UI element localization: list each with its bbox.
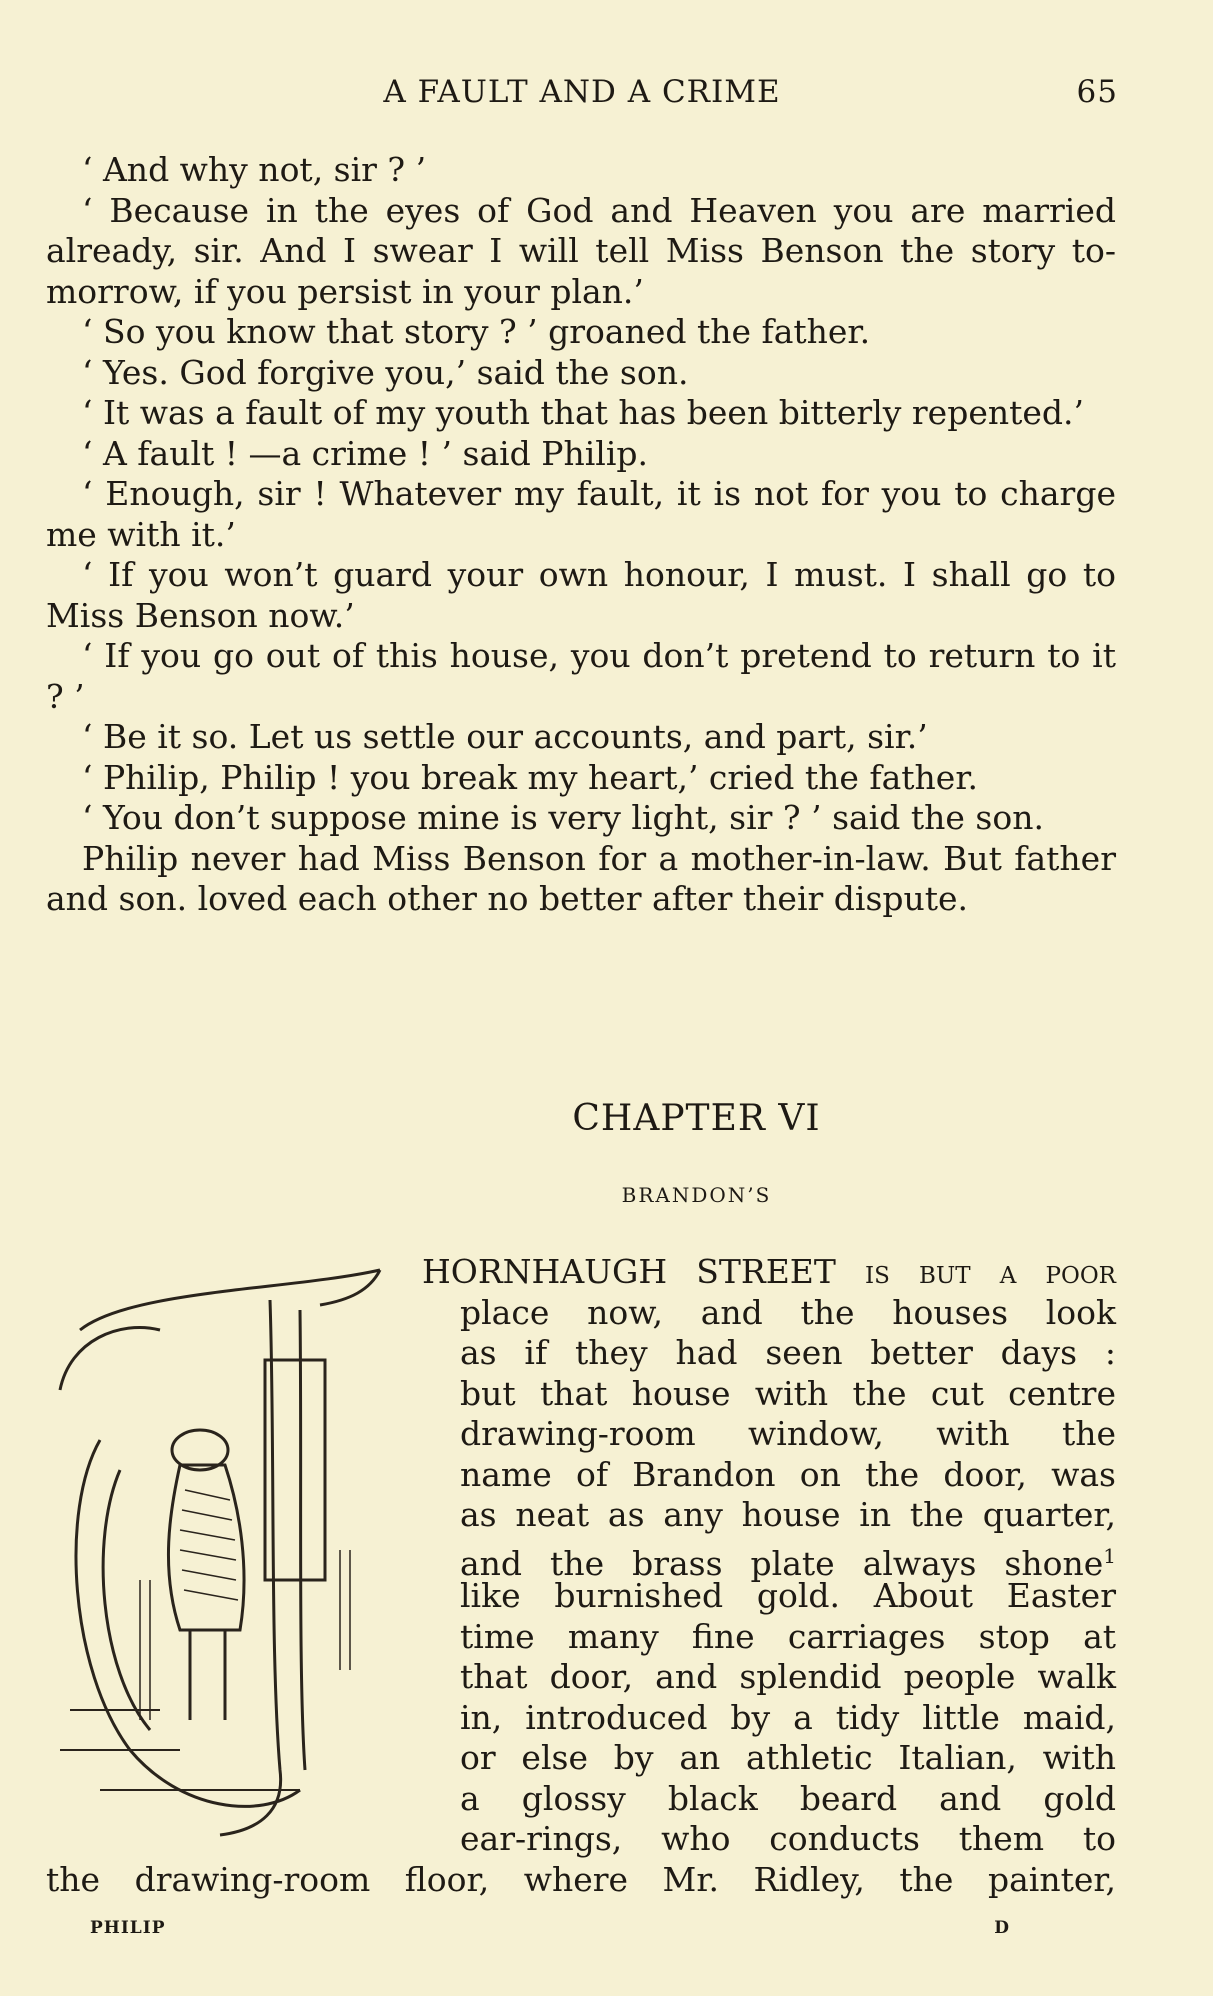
paragraph: ‘ So you know that story ? ’ groaned the father.: [82, 312, 871, 351]
text-line: place now, and the houses look: [460, 1292, 1116, 1332]
chapter-heading: CHAPTER VI: [572, 1098, 821, 1139]
text-line: but that house with the cut centre: [460, 1373, 1116, 1413]
signature-left: PHILIP: [90, 1918, 166, 1938]
text-body: [46, 150, 1116, 920]
text-line: a glossy black beard and gold: [460, 1778, 1116, 1818]
page-number: 65: [1076, 74, 1118, 110]
paragraph: ‘ If you go out of this house, you don’t pretend to return to it ? ’: [46, 636, 1116, 716]
text-line: name of Brandon on the door, was: [460, 1454, 1116, 1494]
paragraph: ‘ And why not, sir ? ’: [82, 150, 427, 189]
paragraph: ‘ It was a fault of my youth that has been bitterly repented.’: [82, 393, 1085, 432]
paragraph: ‘ If you won’t guard your own honour, I must. I shall go to Miss Benson now.’: [46, 555, 1116, 635]
signature-mark: D: [994, 1918, 1010, 1938]
text-line: or else by an athletic Italian, with: [460, 1738, 1116, 1777]
text-line: in, introduced by a tidy little maid,: [460, 1697, 1116, 1737]
paragraph: ‘ A fault ! —a crime ! ’ said Philip.: [82, 433, 649, 473]
paragraph: ‘ You don’t suppose mine is very light, sir ? ’ said the son.: [82, 798, 1044, 837]
text-line: as if they had seen better days :: [460, 1333, 1116, 1372]
text-line: like burnished gold. About Easter: [460, 1576, 1116, 1615]
paragraph: ‘ Be it so. Let us settle our accounts, and part, sir.’: [82, 717, 928, 756]
text-line: that door, and splendid people walk: [460, 1657, 1116, 1696]
chapter-subtitle: BRANDON’S: [621, 1183, 772, 1207]
text-line: ear-rings, who conducts them to: [460, 1819, 1116, 1858]
text-line: time many fine carriages stop at: [460, 1616, 1116, 1656]
paragraph: ‘ Enough, sir ! Whatever my fault, it is not for you to charge me with it.’: [46, 474, 1116, 554]
chapter-first-line: HORNHAUGH STREET is but a poor: [422, 1252, 1116, 1291]
paragraph: Philip never had Miss Benson for a mother-in-law. But father and son. loved each other no better after their dispute.: [46, 838, 1116, 918]
paragraph: ‘ Philip, Philip ! you break my heart,’ cried the father.: [82, 757, 978, 797]
page-footer: [90, 1918, 1010, 1948]
chapter-text: [46, 1252, 1116, 1900]
text-line: drawing-room window, with the: [460, 1414, 1116, 1453]
running-header: [46, 74, 1118, 114]
paragraph: ‘ Because in the eyes of God and Heaven you are married already, sir. And I swear I will tell Miss Benson the story to-morrow, if you persist in your plan.’: [46, 190, 1116, 311]
text-line-with-footnote: and the brass plate always shone$^1$: [460, 1543, 1116, 1583]
running-title: A FAULT AND A CRIME: [383, 74, 781, 110]
paragraph: ‘ Yes. God forgive you,’ said the son.: [82, 352, 689, 392]
text-line: as neat as any house in the quarter,: [460, 1495, 1116, 1534]
text-line: the drawing-room floor, where Mr. Ridley, the painter,: [46, 1859, 1116, 1899]
footnote-mark: 1: [1103, 1543, 1116, 1568]
